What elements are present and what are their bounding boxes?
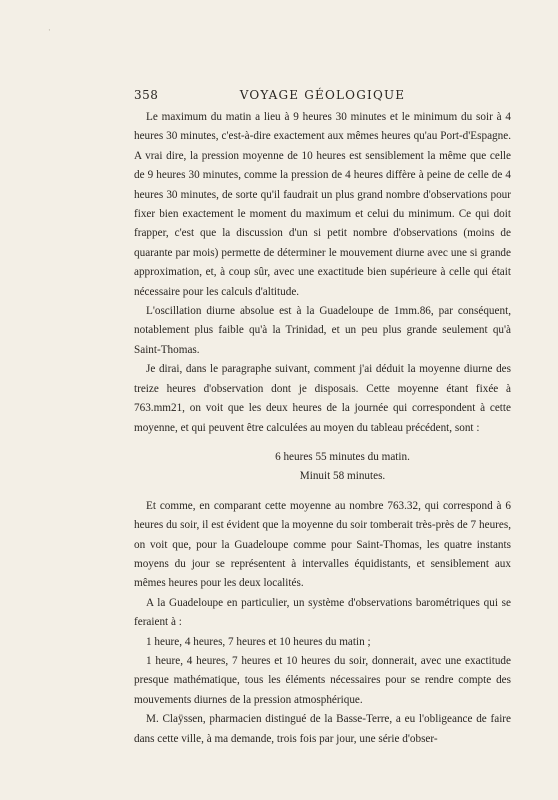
centered-line-1: 6 heures 55 minutes du matin. — [275, 450, 410, 463]
page-number: 358 — [134, 88, 159, 102]
paragraph-3: Je dirai, dans le paragraphe suivant, comment j'ai déduit la moyenne diurne des treize heures d'observation dont je disposais. Cette moyenne étant fixée à 763.mm21, on voit que les deux heures de la journée qui correspondent à cette moyenne, et qui peuvent être calculées au moyen du tableau précédent, sont : — [134, 363, 511, 434]
paragraph-8: M. Claÿssen, pharmacien distingué de la Basse-Terre, a eu l'obligeance de faire dans cette ville, à ma demande, trois fois par jour, une série d'obser- — [134, 713, 511, 745]
paragraph-2: L'oscillation diurne absolue est à la Guadeloupe de 1mm.86, par conséquent, notablement plus faible qu'à la Trinidad, et un peu plus grande seulement qu'à Saint-Thomas. — [134, 305, 511, 356]
paragraph-4: Et comme, en comparant cette moyenne au nombre 763.32, qui correspond à 6 heures du soir, il est évident que la moyenne du soir tomberait très-près de 7 heures, on voit que, pour la Guadeloupe comme pour Saint-Thomas, les quatre instants moyens du jour se représentent à intervalles équidistants, et sensiblement aux mêmes heures pour les deux localités. — [134, 499, 511, 590]
page-header — [134, 88, 511, 104]
stray-mark: · — [48, 26, 51, 36]
paragraph-6: 1 heure, 4 heures, 7 heures et 10 heures du matin ; — [146, 635, 371, 648]
paragraph-7: 1 heure, 4 heures, 7 heures et 10 heures du soir, donnerait, avec une exactitude presque mathématique, tous les éléments nécessaires pour se rendre compte des mouvements diurnes de la pression atmosphérique. — [134, 654, 511, 706]
centered-line-2: Minuit 58 minutes. — [299, 470, 386, 483]
paragraph-1: Le maximum du matin a lieu à 9 heures 30 minutes et le minimum du soir à 4 heures 30 minutes, c'est-à-dire exactement aux mêmes heures qu'au Port-d'Espagne. A vrai dire, la pression moyenne de 10 heures est sensiblement la même que celle de 9 heures 30 minutes, comme la pression de 4 heures diffère à peine de celle de 4 heures 30 minutes, de sorte qu'il faudrait un plus grand nombre d'observations pour fixer bien exactement le moment du maximum et celui du minimum. Ce qui doit frapper, c'est que la discussion d'un si petit nombre d'observations (moins de quarante par mois) permette de déterminer le mouvement diurne avec une si grande approximation, et, à coup sûr, avec une exactitude bien supérieure à celle qui était nécessaire pour les calculs d'altitude. — [134, 111, 511, 298]
paragraph-5: A la Guadeloupe en particulier, un système d'observations barométriques qui se feraient à : — [134, 596, 511, 629]
running-head: VOYAGE GÉOLOGIQUE — [239, 88, 406, 102]
body-text — [134, 108, 511, 749]
